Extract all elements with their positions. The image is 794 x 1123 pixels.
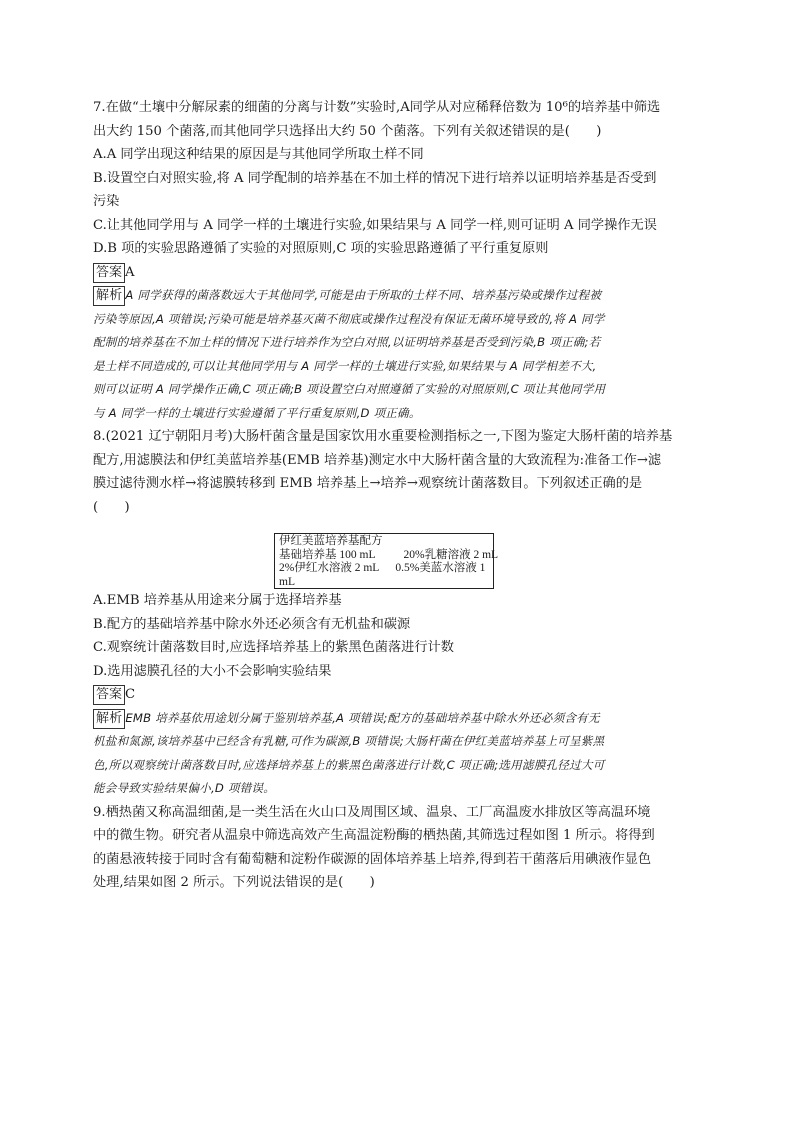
- q7-explanation-line3: 配制的培养基在不加土样的情况下进行培养作为空白对照,以证明培养基是否受到污染,B 项正确;若: [93, 335, 601, 349]
- q7-explanation-line2: 污染等原因,A 项错误;污染可能是培养基灭菌不彻底或操作过程没有保证无菌环境导致的,将 A 同学: [93, 311, 605, 326]
- explanation-label: 解析: [93, 286, 125, 306]
- q7-explanation-text1: A 同学获得的菌落数远大于其他同学,可能是由于所取的土样不同、培养基污染或操作过程被: [125, 288, 602, 302]
- q8-answer: C: [125, 687, 136, 702]
- recipe-row1: [279, 548, 499, 563]
- q8-option-c: C.观察统计菌落数目时,应选择培养基上的紫黑色菌落进行计数: [93, 640, 454, 655]
- q7-explanation-line4: 是土样不同造成的,可以让其他同学用与 A 同学一样的土壤进行实验,如果结果与 A 同学相差不大,: [93, 358, 597, 373]
- q9-stem-line1: 9.栖热菌又称高温细菌,是一类生活在火山口及周围区域、温泉、工厂高温废水排放区等高温环境: [93, 804, 651, 820]
- question-page: [93, 96, 705, 895]
- q7-answer-row: [93, 261, 705, 285]
- q9-stem-line2: 中的微生物。研究者从温泉中筛选高效产生高温淀粉酶的栖热菌,其筛选过程如图 1 所示。将得到: [93, 828, 655, 843]
- q7-option-d: D.B 项的实验思路遵循了实验的对照原则,C 项的实验思路遵循了平行重复原则: [93, 241, 549, 256]
- q7-option-b: B.设置空白对照实验,将 A 同学配制的培养基在不加土样的情况下进行培养以证明培养基是否受到: [93, 170, 657, 186]
- q9-stem-line3: 的菌悬液转接于同时含有葡萄糖和淀粉作碳源的固体培养基上培养,得到若干菌落后用碘液作显色: [93, 851, 652, 867]
- q7-explanation-line6: 与 A 同学一样的土壤进行实验遵循了平行重复原则,D 项正确。: [93, 405, 421, 420]
- recipe-item-eosin: 2%伊红水溶液 2 mL: [279, 562, 380, 574]
- explanation-label: 解析: [93, 709, 125, 729]
- q8-option-a: A.EMB 培养基从用途来分属于选择培养基: [93, 593, 342, 608]
- q8-explanation-line4: 能会导致实验结果偏小,D 项错误。: [93, 781, 276, 795]
- recipe-row3: mL: [279, 575, 295, 588]
- q8-stem-line3: 膜过滤待测水样→将滤膜转移到 EMB 培养基上→培养→观察统计菌落数目。下列叙述正确的是: [93, 476, 643, 491]
- q9-stem-line4: 处理,结果如图 2 所示。下列说法错误的是( ): [93, 875, 375, 890]
- q8-explanation-line3: 色,所以观察统计菌落数目时,应选择培养基上的紫黑色菌落进行计数,C 项正确;选用滤膜孔径过大可: [93, 757, 605, 772]
- q7-explanation-line1: [93, 284, 705, 308]
- q8-explanation-line1: [93, 707, 705, 731]
- q7-option-b-cont: 污染: [93, 194, 120, 209]
- q7-option-c: C.让其他同学用与 A 同学一样的土壤进行实验,如果结果与 A 同学一样,则可证明 A 同学操作无误: [93, 217, 657, 233]
- q8-explanation-line2: 机盐和氮源,该培养基中已经含有乳糖,可作为碳源,B 项错误;大肠杆菌在伊红美蓝培养基上可呈紫黑: [93, 734, 605, 748]
- recipe-item-lactose: 20%乳糖溶液 2 mL: [403, 548, 499, 561]
- recipe-item-base: 基础培养基 100 mL: [279, 548, 376, 561]
- q8-answer-row: [93, 683, 705, 707]
- answer-label: 答案: [93, 263, 125, 283]
- q8-option-d: D.选用滤膜孔径的大小不会影响实验结果: [93, 663, 332, 679]
- q8-stem-line2: 配方,用滤膜法和伊红美蓝培养基(EMB 培养基)测定水中大肠杆菌含量的大致流程为:准备工作→滤: [93, 452, 662, 468]
- q8-stem-line4: ( ): [93, 499, 130, 515]
- q8-option-b: B.配方的基础培养基中除水外还必须含有无机盐和碳源: [93, 616, 411, 632]
- recipe-title: 伊红美蓝培养基配方: [279, 535, 383, 547]
- q7-option-a: A.A 同学出现这种结果的原因是与其他同学所取土样不同: [93, 147, 424, 162]
- q7-stem-line2: 出大约 150 个菌落,而其他同学只选择出大约 50 个菌落。下列有关叙述错误的是( ): [93, 123, 602, 139]
- q7-explanation-line5: 则可以证明 A 同学操作正确,C 项正确;B 项设置空白对照遵循了实验的对照原则,C 项让其他同学用: [93, 382, 606, 396]
- q7-answer: A: [125, 264, 135, 280]
- emb-recipe-box: [274, 533, 499, 589]
- recipe-row2: [279, 562, 489, 576]
- recipe-item-methylene-blue: 0.5%美蓝水溶液 1: [395, 562, 486, 574]
- q8-stem-line1: 8.(2021 辽宁朝阳月考)大肠杆菌含量是国家饮用水重要检测指标之一,下图为鉴定大肠杆菌的培养基: [93, 429, 673, 444]
- q7-stem-line1: 7.在做“土壤中分解尿素的细菌的分离与计数”实验时,A同学从对应稀释倍数为 10⁶的培养基中筛选: [93, 100, 661, 115]
- q8-explanation-text1: EMB 培养基依用途划分属于鉴别培养基,A 项错误;配方的基础培养基中除水外还必须含有无: [125, 710, 600, 725]
- answer-label: 答案: [93, 685, 125, 705]
